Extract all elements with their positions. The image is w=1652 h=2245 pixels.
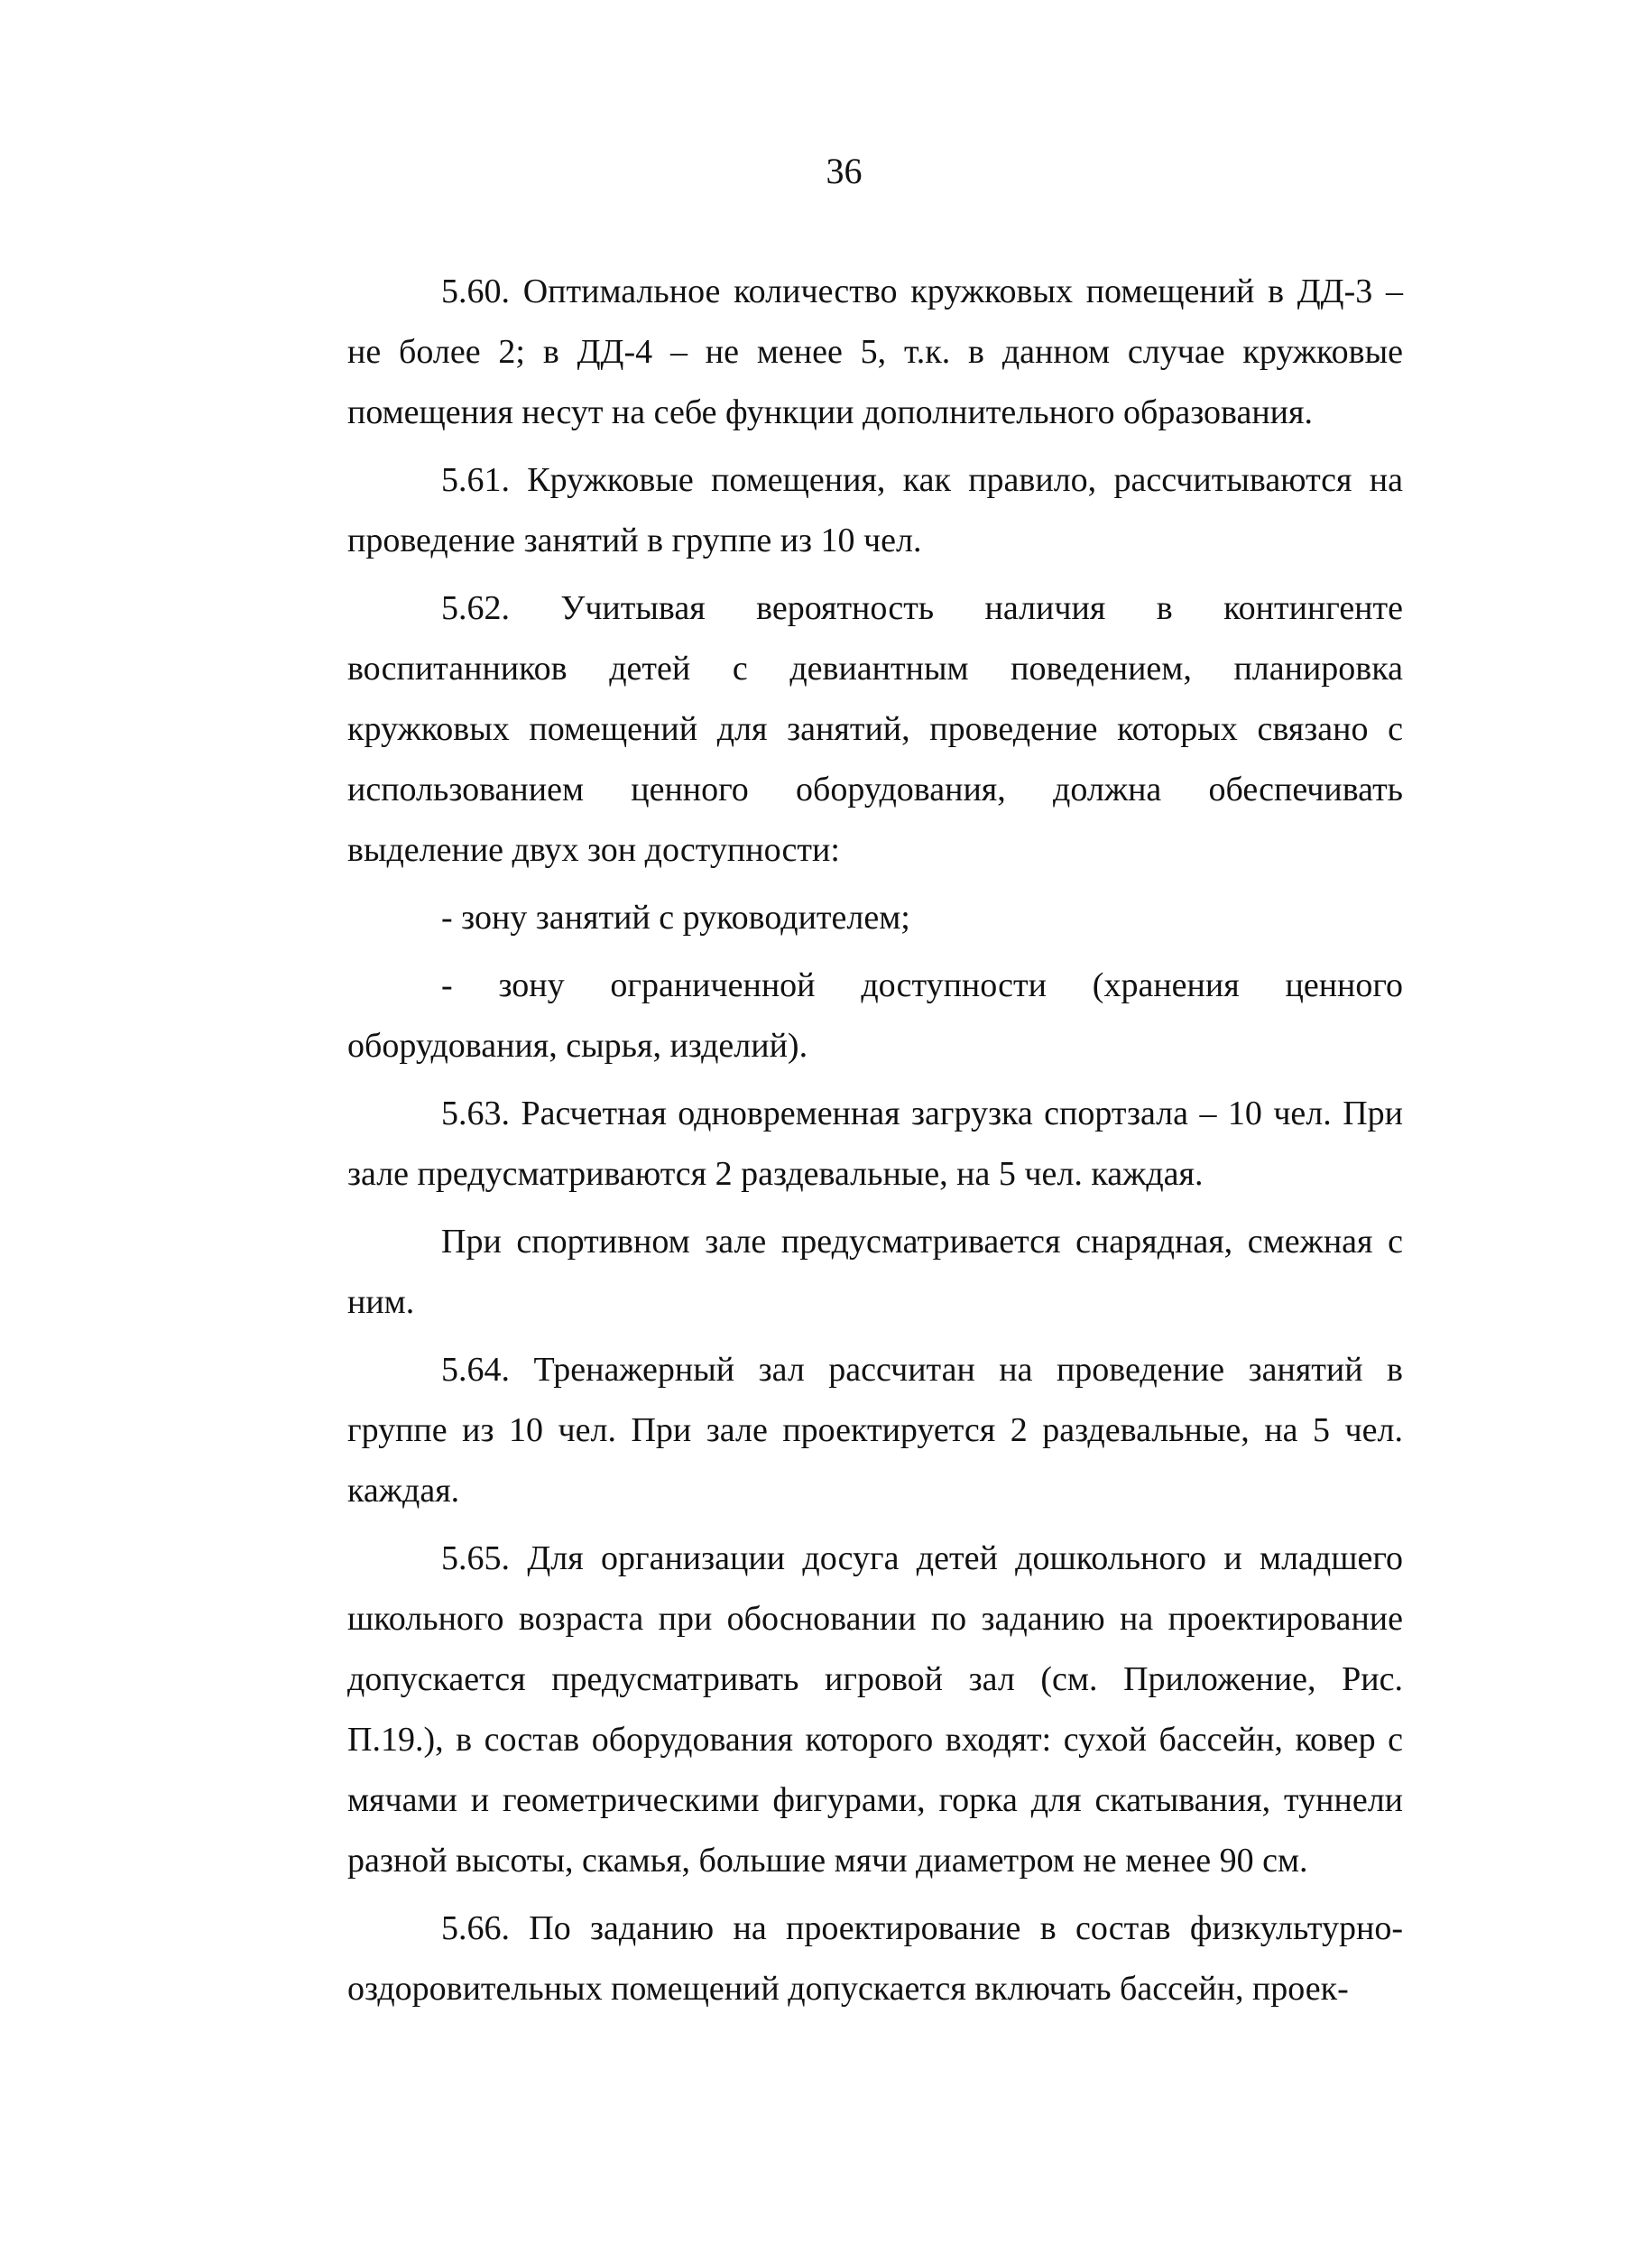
list-item-zone-restricted: - зону ограниченной доступности (хранения ценного оборудования, сырья, изделий). [347,966,1403,1065]
paragraph-5-63: 5.63. Расчетная одновременная загрузка спортзала – 10 чел. При зале предусматриваются 2 раздевальные, на 5 чел. каждая. [347,1095,1403,1193]
paragraph-5-64: 5.64. Тренажерный зал рассчитан на проведение занятий в группе из 10 чел. При зале проектируется 2 раздевальные, на 5 чел. каждая. [347,1351,1403,1510]
document-body [347,262,1403,2027]
paragraph-5-60: 5.60. Оптимальное количество кружковых помещений в ДД-3 – не более 2; в ДД-4 – не менее 5, т.к. в данном случае кружковые помещения несут на себе функции дополнительного образования. [347,273,1403,431]
paragraph-5-62: 5.62. Учитывая вероятность наличия в контингенте воспитанников детей с девиантным поведением, планировка кружковых помещений для занятий, проведение которых связано с использованием ценного оборудования, должна обеспечивать выделение двух зон доступности: [347,589,1403,869]
paragraph-5-66: 5.66. По заданию на проектирование в состав физкультурно-оздоровительных помещений допускается включать бассейн, проек- [347,1909,1403,2008]
paragraph-5-61: 5.61. Кружковые помещения, как правило, рассчитываются на проведение занятий в группе из 10 чел. [347,461,1403,559]
list-item-zone-leader: - зону занятий с руководителем; [441,899,910,937]
paragraph-5-65: 5.65. Для организации досуга детей дошкольного и младшего школьного возраста при обосновании по заданию на проектирование допускается предусматривать игровой зал (см. Приложение, Рис. П.19.), в состав оборудования которого входят: сухой бассейн, ковер с мячами и геометрическими фигурами, горка для скатывания, туннели разной высоты, скамья, большие мячи диаметром не менее 90 см. [347,1539,1403,1880]
paragraph-5-63-note: При спортивном зале предусматривается снарядная, смежная с ним. [347,1223,1403,1321]
page-number: 36 [826,151,863,191]
